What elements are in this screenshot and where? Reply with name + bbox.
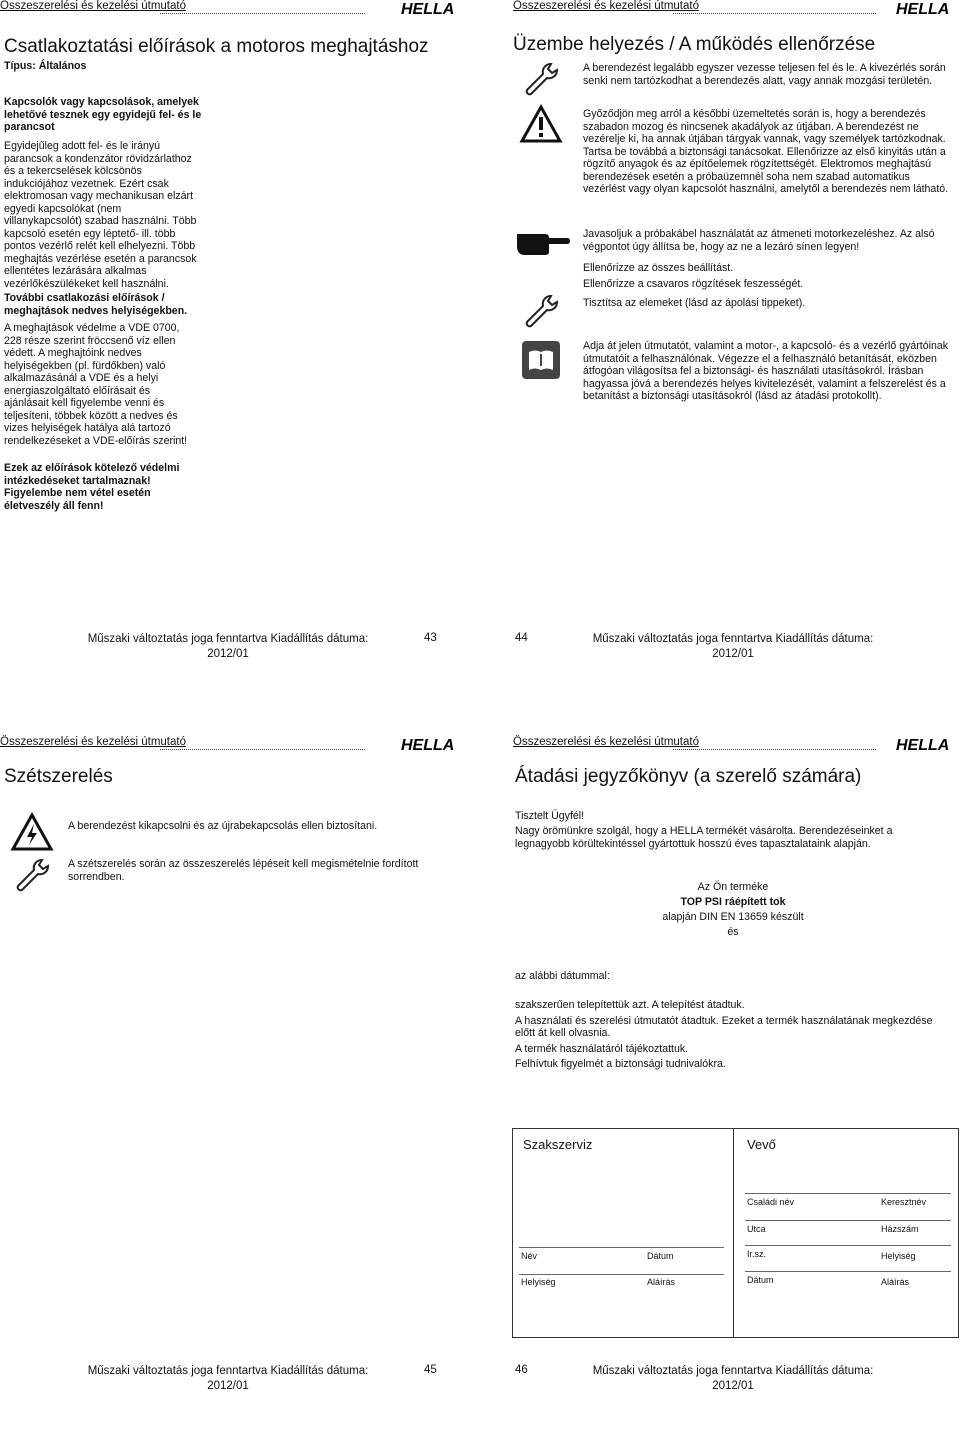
page-title: Csatlakoztatási előírások a motoros meghajtáshoz — [4, 36, 429, 57]
page-header — [0, 736, 465, 754]
date-line: az alábbi dátummal: — [515, 970, 610, 982]
form-line — [745, 1271, 951, 1272]
electric-hazard-icon — [10, 812, 54, 852]
svg-text:HELLA: HELLA — [896, 1, 950, 16]
svg-text:HELLA: HELLA — [401, 737, 455, 752]
page-number: 45 — [424, 1364, 437, 1376]
product-line-1: Az Ön terméke — [697, 881, 769, 893]
form-field-name: Név — [521, 1251, 538, 1261]
form-left-title: Szakszerviz — [523, 1137, 593, 1152]
hella-logo — [401, 736, 465, 752]
page-title: Átadási jegyzőkönyv (a szerelő számára) — [515, 766, 862, 787]
manual-icon — [521, 340, 561, 380]
product-standard: alapján DIN EN 13659 készült — [662, 911, 804, 923]
header-rule — [160, 749, 365, 750]
para-test-run: A berendezést legalább egyszer vezesse teljesen fel és le. A kivezérlés során senki nem tartózkodhat a berendezés alatt, vagy annak mozgási területén. — [583, 62, 946, 87]
header-title: Összeszerelési és kezelési útmutató — [0, 736, 186, 748]
wrench-icon — [12, 856, 52, 896]
form-field-street: Utca — [747, 1224, 766, 1234]
para-safety: Győződjön meg arról a későbbi üzemeltetés során is, hogy a berendezés szabadon mozog és nincsenek akadályok az útjában. A berendezést ne vezérelje ki, ha annak útjában tárgyak vannak, vagy személyek tartózkodnak. Tartsa be továbbá a biztonsági tanácsokat. Ellenőrizze az első kinyitás után a rögzítő anyagok és az építőelemek rögzítettségét. Elektromos meghajtású berendezések esetén a próbaüzemnél soha nem szabad automatikus vezérlést vagy olyan kapcsolót használni, amelytől a berendezés nem látható. — [583, 108, 949, 195]
form-divider — [733, 1129, 734, 1337]
page-number: 46 — [515, 1364, 528, 1376]
page-header — [513, 736, 960, 754]
para-handover: Adja át jelen útmutatót, valamint a motor-, a kapcsoló- és a vezérlő gyártóinak útmutatóit a felhasználónak. Végezze el a felhasználó betanítását, eközben átfogóan világosítsa fel a biztonsági- és használati utasításokról. Írásban hagyassa jóvá a berendezés helyes kivitelezését, valamint a felszerelést és a betanítást a biztonsági utasításokról (lásd az átadási protokollt). — [583, 340, 949, 402]
form-field-firstname: Keresztnév — [881, 1197, 927, 1207]
header-title: Összeszerelési és kezelési útmutató — [0, 0, 186, 12]
page-footer — [583, 632, 883, 662]
greeting: Tisztelt Ügyfél! — [515, 810, 585, 822]
form-right-title: Vevő — [747, 1137, 776, 1152]
page-footer — [78, 1364, 378, 1394]
footer-text: Műszaki változtatás joga fenntartva Kiadállítás dátuma: — [592, 1365, 874, 1377]
confirmation-list — [515, 999, 949, 1071]
para-reverse-order: A szétszerelés során az összeszerelés lépéseit kell megismételnie fordított sorrendben. — [68, 858, 419, 883]
form-line — [519, 1274, 724, 1275]
wet-room-text: A meghajtások védelme a VDE 0700, 228 része szerint fröccsenő víz ellen védett. A meghajtóink nedves helyiségekben (pl. fürdőkben) való alkalmazásánál a VDE és a helyi energiaszolgáltató előírásait és ajánlásait kell figyelembe venni és teljesíteni, többek között a nedves és vizes helyiségek hatálya alá tartozó rendelkezéseket a VDE-előírás szerint! — [4, 322, 188, 447]
page-header — [513, 0, 960, 18]
footer-date: 2012/01 — [207, 1380, 249, 1392]
hella-logo — [896, 0, 960, 16]
wrench-icon — [521, 292, 561, 332]
footer-text: Műszaki változtatás joga fenntartva Kiadállítás dátuma: — [592, 633, 874, 645]
para-clean: Tisztítsa az elemeket (lásd az ápolási tippeket). — [583, 297, 806, 309]
page-footer — [583, 1364, 883, 1394]
header-rule — [673, 13, 876, 14]
page-title: Üzembe helyezés / A működés ellenőrzése — [513, 34, 876, 55]
signature-form — [512, 1128, 959, 1338]
form-line — [519, 1247, 724, 1248]
header-rule — [160, 13, 365, 14]
page-46 — [513, 736, 960, 1432]
svg-text:HELLA: HELLA — [401, 1, 455, 16]
list-item: Felhívtuk figyelmét a biztonsági tudnivalókra. — [515, 1058, 726, 1070]
type-label: Típus: Általános — [4, 60, 87, 72]
page-title: Szétszerelés — [4, 766, 113, 787]
para-disconnect: A berendezést kikapcsolni és az újrabekapcsolás ellen biztosítani. — [68, 820, 378, 832]
para-check-settings: Ellenőrizze az összes beállítást. — [583, 262, 734, 274]
page-footer — [78, 632, 378, 662]
page-number: 43 — [424, 632, 437, 644]
switch-heading: Kapcsolók vagy kapcsolások, amelyek lehetővé tesznek egy egyidejű fel- és le parancsot — [4, 96, 202, 133]
switch-text: Egyidejűleg adott fel- és le irányú parancsok a kondenzátor rövidzárlathoz és a tekercselések kölcsönös indukciójához vezetnek. Ezért csak elektromosan vagy mechanikusan elzárt egyedi kapcsolókat (nem villanykapcsolót) szabad használni. Több kapcsoló esetén egy léptető- ill. több pontos vezérlő relét kell elhelyezni. Több meghajtás vezérlése esetén a parancsok ellentétes lezárására alkalmas vezérlőkészülékeket kell használni. — [4, 140, 197, 290]
intro-text: Nagy örömünkre szolgál, hogy a HELLA termékét vásárolta. Berendezéseinket a legnagyobb körültekintéssel gyártottuk hosszú éves tapasztalataink alapján. — [515, 825, 893, 850]
form-field-signature: Aláírás — [647, 1277, 676, 1287]
para-test-cable: Javasoljuk a próbakábel használatát az átmeneti motorkezeléshez. Az alsó végpontot úgy állítsa be, hogy az ne a lezáró sínen legyen! — [583, 228, 935, 253]
list-item: szakszerűen telepítettük azt. A telepítést átadtuk. — [515, 999, 745, 1011]
footer-date: 2012/01 — [712, 1380, 754, 1392]
form-field-zip: Ir.sz. — [747, 1249, 767, 1259]
form-line — [745, 1245, 951, 1246]
pointing-hand-icon — [515, 226, 571, 258]
hella-logo — [896, 736, 960, 752]
footer-text: Műszaki változtatás joga fenntartva Kiadállítás dátuma: — [87, 633, 369, 645]
header-title: Összeszerelési és kezelési útmutató — [513, 736, 699, 748]
list-item: A termék használatáról tájékoztattuk. — [515, 1042, 689, 1055]
form-field-town: Helyiség — [881, 1251, 916, 1261]
wrench-icon — [521, 60, 561, 100]
header-title: Összeszerelési és kezelési útmutató — [513, 0, 699, 12]
product-and: és — [727, 926, 739, 938]
form-line — [745, 1193, 951, 1194]
para-check-screws: Ellenőrizze a csavaros rögzítések feszességét. — [583, 278, 804, 290]
footer-date: 2012/01 — [712, 648, 754, 660]
form-field-surname: Családi név — [747, 1197, 795, 1207]
product-name: TOP PSI ráépített tok — [680, 896, 786, 908]
header-rule — [673, 749, 876, 750]
list-item: A használati és szerelési útmutatót átadtuk. Ezeket a termék használatának megkezdése előtt át kell olvasnia. — [515, 1014, 933, 1039]
form-field-housenumber: Házszám — [881, 1224, 919, 1234]
form-field-date: Dátum — [647, 1251, 674, 1261]
warning-text: Ezek az előírások kötelező védelmi intézkedéseket tartalmaznak! Figyelembe nem vétel esetén életveszély áll fenn! — [4, 462, 180, 512]
page-header — [0, 0, 465, 18]
page-45 — [0, 736, 465, 1432]
warning-triangle-icon — [519, 104, 563, 144]
form-field-place: Helyiség — [521, 1277, 556, 1287]
page-number: 44 — [515, 632, 528, 644]
svg-text:HELLA: HELLA — [896, 737, 950, 752]
form-field-signature: Aláírás — [881, 1277, 910, 1287]
footer-date: 2012/01 — [207, 648, 249, 660]
page-44 — [513, 0, 960, 696]
footer-text: Műszaki változtatás joga fenntartva Kiadállítás dátuma: — [87, 1365, 369, 1377]
hella-logo — [401, 0, 465, 16]
form-field-date: Dátum — [747, 1275, 774, 1285]
form-line — [745, 1220, 951, 1221]
page-43 — [0, 0, 465, 696]
wet-room-heading: További csatlakozási előírások / meghajtások nedves helyiségekben. — [4, 292, 188, 317]
